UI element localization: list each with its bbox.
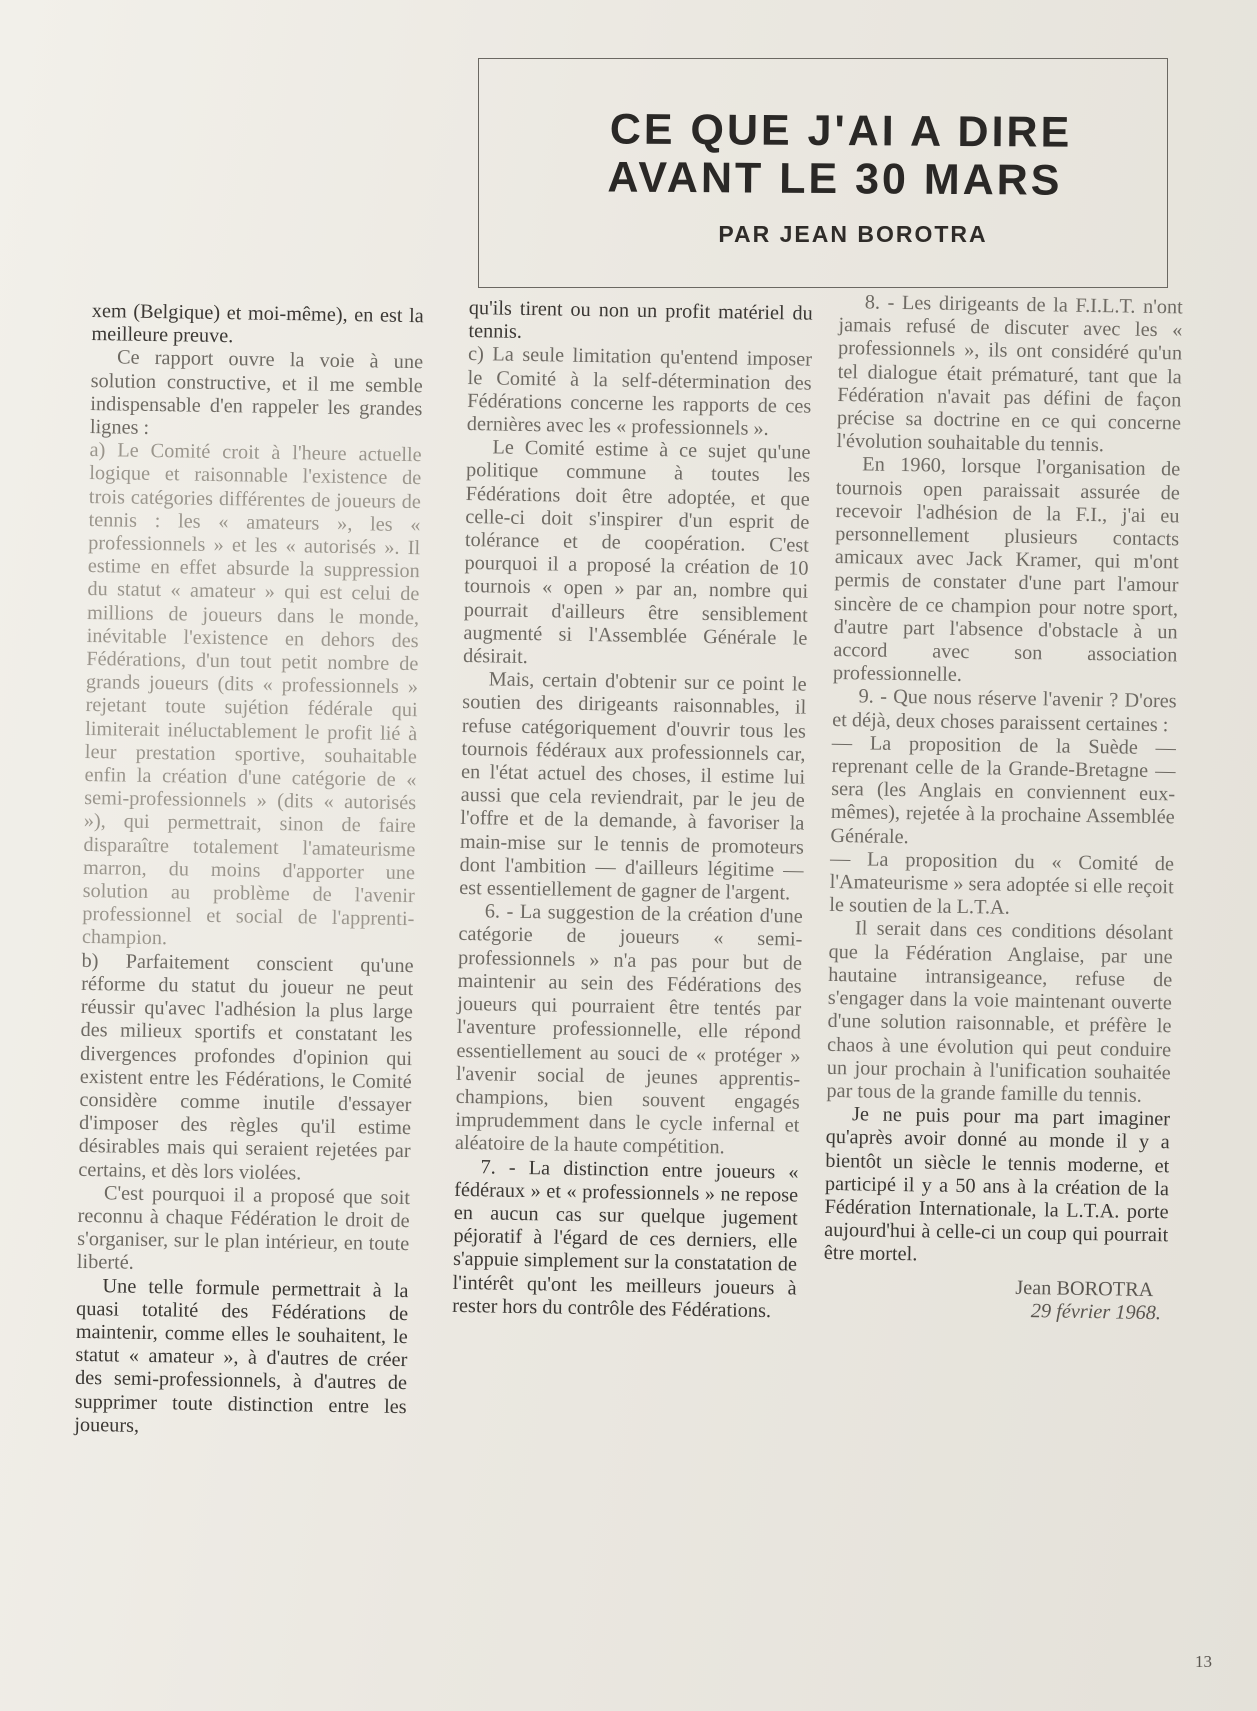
paragraph: a) Le Comité croit à l'heure actuelle logique et raisonnable l'existence de trois catégories différentes de joueurs de tennis : les « amateurs », les « professionnels » et les « autorisés ». Il estime en effet absurde la suppression du statut « amateur » qui est celui de millions de joueurs dans le monde, inévitable l'existence en dehors des Fédérations, d'un tout petit nombre de grands joueurs (dits « professionnels » rejetant toute sujétion fédérale qui limiterait inéluctablement le profit lié à leur prestation sportive, souhaitable enfin la création d'une catégorie de « semi-professionnels » (dits « autorisés »), qui permettrait, sinon de faire disparaître totalement l'amateurisme marron, du moins d'apporter une solution au problème de l'avenir professionnel et social de l'apprenti-champion. — [81, 439, 422, 950]
paragraph: — La proposition de la Suède — reprenant celle de la Grande-Bretagne — sera (les Anglais en conviennent eux-mêmes), rejetée à la prochaine Assemblée Générale. — [830, 731, 1177, 848]
paragraph: 9. - Que nous réserve l'avenir ? D'ores et déjà, deux choses paraissent certaines : — [832, 685, 1177, 736]
paragraph: Le Comité estime à ce sujet qu'une politique commune à toutes les Fédérations doit être adoptée, et que celle-ci doit s'inspirer d'un esprit de tolérance et de coopération. C'est pourquoi il a proposé la création de 10 tournois « open » par an, nombre qui pourrait d'ailleurs être sensiblement augmenté si l'Assemblée Générale le désirait. — [462, 436, 811, 669]
paragraph: c) La seule limitation qu'entend imposer le Comité à la self-détermination des Fédérations concerne les rapports de ces dernières avec les « professionnels ». — [466, 343, 813, 441]
date: 29 février 1968. — [1030, 1299, 1162, 1324]
column-2 — [452, 297, 813, 1324]
paragraph: C'est pourquoi il a proposé que soit reconnu à chaque Fédération le droit de s'organiser, sur le plan intérieur, en toute liberté. — [76, 1182, 411, 1275]
column-3 — [823, 291, 1183, 1325]
article-title-line-2: AVANT LE 30 MARS — [607, 153, 1063, 205]
column-1 — [74, 300, 424, 1442]
article-byline: PAR JEAN BOROTRA — [718, 221, 988, 247]
paragraph: Il serait dans ces conditions désolant que la Fédération Anglaise, par une hautaine intransigeance, refuse de s'engager dans la voie maintenant ouverte d'une solution raisonnable, et préfère le chaos à une évolution qui peut conduire un jour prochain à l'unification souhaitée par tous de la grande famille du tennis. — [826, 917, 1174, 1107]
paragraph: b) Parfaitement conscient qu'une réforme du statut du joueur ne peut réussir qu'avec l'adhésion la plus large des milieux sportifs et constatant les divergences profondes d'opinion qui existent entre les Fédérations, le Comité considère comme inutile d'essayer d'imposer des règles qu'il estime désirables mais qui seraient rejetées par certains, et dès lors violées. — [78, 949, 414, 1184]
article-title-line-1: CE QUE J'AI A DIRE — [609, 105, 1073, 157]
paragraph: En 1960, lorsque l'organisation de tournois open paraissait assurée de recevoir l'adhésion de la F.I., j'ai eu personnellement plusieurs contacts amicaux avec Jack Kramer, qui m'ont permis de constater d'une part l'amour sincère de ce champion pour notre sport, d'autre part l'absence d'obstacle à un accord avec son association professionnelle. — [832, 453, 1181, 687]
paragraph: Mais, certain d'obtenir sur ce point le soutien des dirigeants raisonnables, il refuse catégoriquement d'ouvrir tous les tournois fédéraux aux professionnels car, en l'état actuel des choses, il estime lui aussi que cela reviendrait, par le jeu de l'offre et de la demande, à favoriser la main-mise sur le tennis de promoteurs dont l'ambition — d'ailleurs légitime — est essentiellement de gagner de l'argent. — [459, 668, 807, 905]
paragraph: — La proposition du « Comité de l'Amateurisme » sera adoptée si elle reçoit le soutien de la L.T.A. — [829, 847, 1175, 920]
title-box — [478, 58, 1168, 288]
page-number: 13 — [1195, 1652, 1212, 1671]
paragraph: qu'ils tirent ou non un profit matériel du tennis. — [468, 297, 813, 344]
paragraph: xem (Belgique) et moi-même), en est la meilleure preuve. — [91, 300, 424, 348]
paragraph: Ce rapport ouvre la voie à une solution constructive, et il me semble indispensable d'en rappeler les grandes lignes : — [89, 346, 424, 439]
paragraph: 6. - La suggestion de la création d'une catégorie de joueurs « semi-professionnels » n'a pas pour but de maintenir au sein des Fédérations des joueurs qui pourraient être tentés par l'aventure professionnelle, elle répond essentiellement au souci de « protéger » l'avenir social de jeunes apprentis-champions, bien souvent engagés imprudemment dans le cycle infernal et aléatoire de la haute compétition. — [454, 900, 803, 1159]
paragraph: 7. - La distinction entre joueurs « fédéraux » et « professionnels » ne repose en aucun cas sur quelque jugement péjoratif à l'égard de ces derniers, elle s'appuie simplement sur la constatation de l'intérêt qu'ont les meilleurs joueurs à rester hors du contrôle des Fédérations. — [452, 1155, 799, 1322]
paragraph: 8. - Les dirigeants de la F.I.L.T. n'ont jamais refusé de discuter avec les « professionnels », ils ont considéré qu'un tel dialogue était prématuré, tant que la Fédération n'avait pas défini de façon précise sa doctrine en ce qui concerne l'évolution souhaitable du tennis. — [836, 291, 1183, 457]
paragraph: Je ne puis pour ma part imaginer qu'après avoir donné au monde il y a bientôt un siècle le tennis moderne, et participé il y a 50 ans à la création de la Fédération Internationale, la L.T.A. porte aujourd'hui à celle-ci un coup qui pourrait être mortel. — [823, 1103, 1171, 1266]
signature: Jean BOROTRA — [1015, 1276, 1154, 1301]
paragraph: Une telle formule permettrait à la quasi totalité des Fédérations de maintenir, comme elles le souhaitent, le statut « amateur », à d'autres de créer des semi-professionnels, à d'autres de supprimer toute distinction entre les joueurs, — [74, 1274, 409, 1437]
